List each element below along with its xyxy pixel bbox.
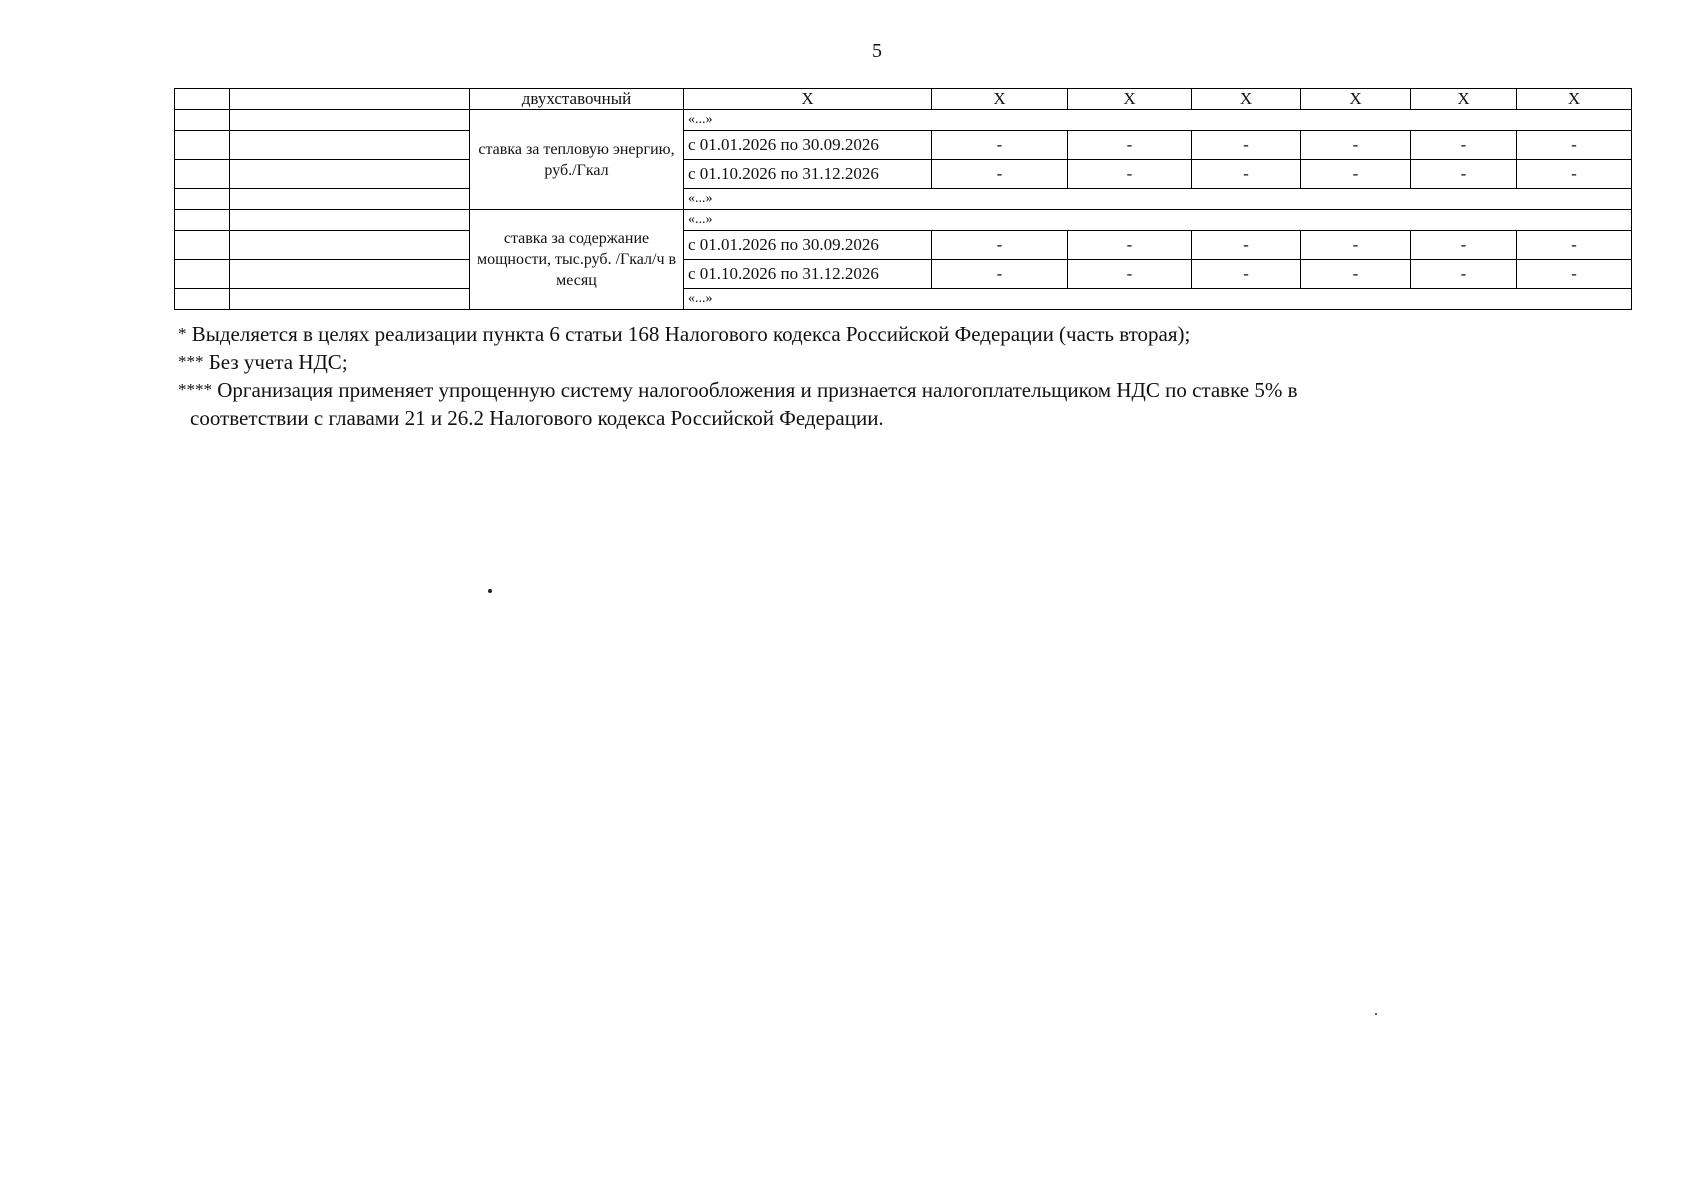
- x-mark-cell: Х: [684, 89, 932, 110]
- table-cell: [175, 260, 230, 289]
- value-cell: -: [1517, 160, 1632, 189]
- ellipsis-cell: «...»: [684, 289, 1632, 310]
- table-row: [175, 110, 1632, 131]
- footnote-mark: ***: [178, 352, 204, 371]
- footnote-mark: ****: [178, 380, 212, 399]
- value-cell: -: [1068, 231, 1192, 260]
- table-row-header: [175, 89, 1632, 110]
- value-cell: -: [1068, 260, 1192, 289]
- x-mark-cell: Х: [1411, 89, 1517, 110]
- table-row: [175, 189, 1632, 210]
- table-row: [175, 260, 1632, 289]
- value-cell: -: [1411, 160, 1517, 189]
- table-cell: [230, 289, 470, 310]
- value-cell: -: [932, 260, 1068, 289]
- value-cell: -: [1517, 131, 1632, 160]
- page-number: 5: [872, 40, 882, 62]
- table-cell: [175, 110, 230, 131]
- value-cell: -: [932, 231, 1068, 260]
- table-row: [175, 231, 1632, 260]
- value-cell: -: [932, 160, 1068, 189]
- table-cell: [230, 110, 470, 131]
- table-row: [175, 289, 1632, 310]
- table-cell: [230, 89, 470, 110]
- scan-speck: [488, 589, 492, 593]
- value-cell: -: [1192, 131, 1301, 160]
- ellipsis-cell: «...»: [684, 210, 1632, 231]
- value-cell: -: [1192, 160, 1301, 189]
- table-cell: [230, 231, 470, 260]
- value-cell: -: [1192, 260, 1301, 289]
- period-cell: с 01.01.2026 по 30.09.2026: [684, 131, 932, 160]
- value-cell: -: [1301, 231, 1411, 260]
- value-cell: -: [1068, 131, 1192, 160]
- value-cell: -: [1411, 231, 1517, 260]
- footnote-mark: *: [178, 324, 187, 343]
- table-cell: [175, 131, 230, 160]
- ellipsis-cell: «...»: [684, 189, 1632, 210]
- value-cell: -: [1192, 231, 1301, 260]
- x-mark-cell: Х: [1192, 89, 1301, 110]
- tariff-table: [174, 88, 1632, 310]
- value-cell: -: [1301, 160, 1411, 189]
- table-cell: [175, 289, 230, 310]
- table-cell: [175, 231, 230, 260]
- x-mark-cell: Х: [1301, 89, 1411, 110]
- table-cell: [175, 189, 230, 210]
- value-cell: -: [932, 131, 1068, 160]
- rate-label-cell: ставка за тепловую энергию, руб./Гкал: [470, 110, 684, 210]
- value-cell: -: [1411, 260, 1517, 289]
- value-cell: -: [1517, 260, 1632, 289]
- value-cell: -: [1301, 260, 1411, 289]
- footnote-continuation: соответствии с главами 21 и 26.2 Налогового кодекса Российской Федерации.: [190, 406, 884, 430]
- period-cell: с 01.10.2026 по 31.12.2026: [684, 260, 932, 289]
- footnote: [178, 320, 1618, 348]
- ellipsis-cell: «...»: [684, 110, 1632, 131]
- period-cell: с 01.10.2026 по 31.12.2026: [684, 160, 932, 189]
- table-row: [175, 210, 1632, 231]
- table-row: [175, 160, 1632, 189]
- table-cell: [230, 260, 470, 289]
- footnote: [178, 348, 1618, 376]
- table-row: [175, 131, 1632, 160]
- scan-speck: [1375, 1013, 1377, 1015]
- x-mark-cell: Х: [932, 89, 1068, 110]
- table-cell: [175, 210, 230, 231]
- value-cell: -: [1411, 131, 1517, 160]
- table-cell: [175, 89, 230, 110]
- table-cell: [230, 131, 470, 160]
- table-cell: [230, 160, 470, 189]
- value-cell: -: [1068, 160, 1192, 189]
- x-mark-cell: Х: [1068, 89, 1192, 110]
- footnote: [178, 376, 1618, 404]
- tariff-type-cell: двухставочный: [470, 89, 684, 110]
- footnote-text: Выделяется в целях реализации пункта 6 статьи 168 Налогового кодекса Российской Федерации (часть вторая);: [186, 322, 1191, 346]
- table-cell: [175, 160, 230, 189]
- table-cell: [230, 210, 470, 231]
- value-cell: -: [1517, 231, 1632, 260]
- rate-label-cell: ставка за содержание мощности, тыс.руб. /Гкал/ч в месяц: [470, 210, 684, 310]
- value-cell: -: [1301, 131, 1411, 160]
- footnote-text: Организация применяет упрощенную систему налогообложения и признается налогоплательщиком НДС по ставке 5% в: [212, 378, 1298, 402]
- x-mark-cell: Х: [1517, 89, 1632, 110]
- period-cell: с 01.01.2026 по 30.09.2026: [684, 231, 932, 260]
- table-cell: [230, 189, 470, 210]
- footnote-text: Без учета НДС;: [203, 350, 348, 374]
- footnotes: [178, 320, 1618, 432]
